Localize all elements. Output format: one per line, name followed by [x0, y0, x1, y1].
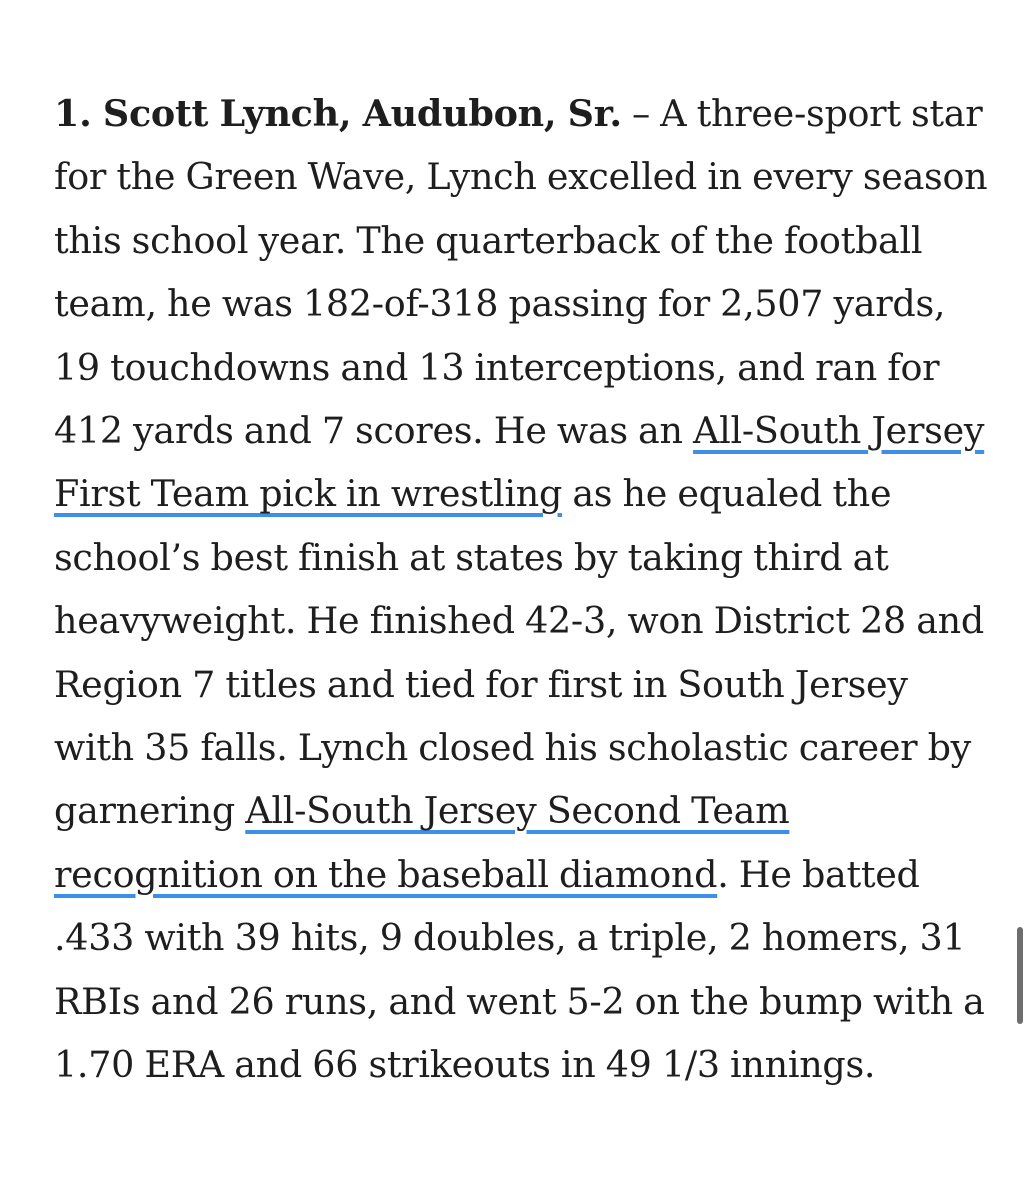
baseball-all-south-jersey-link[interactable]: All-South Jersey Second Team recognition on the baseball diamond [54, 789, 790, 896]
player-paragraph [54, 82, 994, 1097]
paragraph-text: . He batted .433 with 39 hits, 9 doubles, a triple, 2 homers, 31 RBIs and 26 runs, and went 5-2 on the bump with a 1.70 ERA and 66 strikeouts in 49 1/3 innings. [54, 852, 985, 1087]
player-heading: 1. Scott Lynch, Audubon, Sr. [54, 92, 622, 135]
article-body [54, 82, 994, 1097]
scrollbar-thumb[interactable] [1017, 927, 1023, 1024]
paragraph-text: as he equaled the school’s best finish at states by taking third at heavyweight. He finished 42-3, won District 28 and Region 7 titles and tied for first in South Jersey with 35 falls. Lynch closed his scholastic career by garnering [54, 472, 984, 833]
wrestling-all-south-jersey-link[interactable]: All-South Jersey First Team pick in wrestling [54, 409, 985, 516]
paragraph-text: – A three-sport star for the Green Wave, Lynch excelled in every season this school year. The quarterback of the football team, he was 182-of-318 passing for 2,507 yards, 19 touchdowns and 13 interceptions, and ran for 412 yards and 7 scores. He was an [54, 92, 988, 453]
